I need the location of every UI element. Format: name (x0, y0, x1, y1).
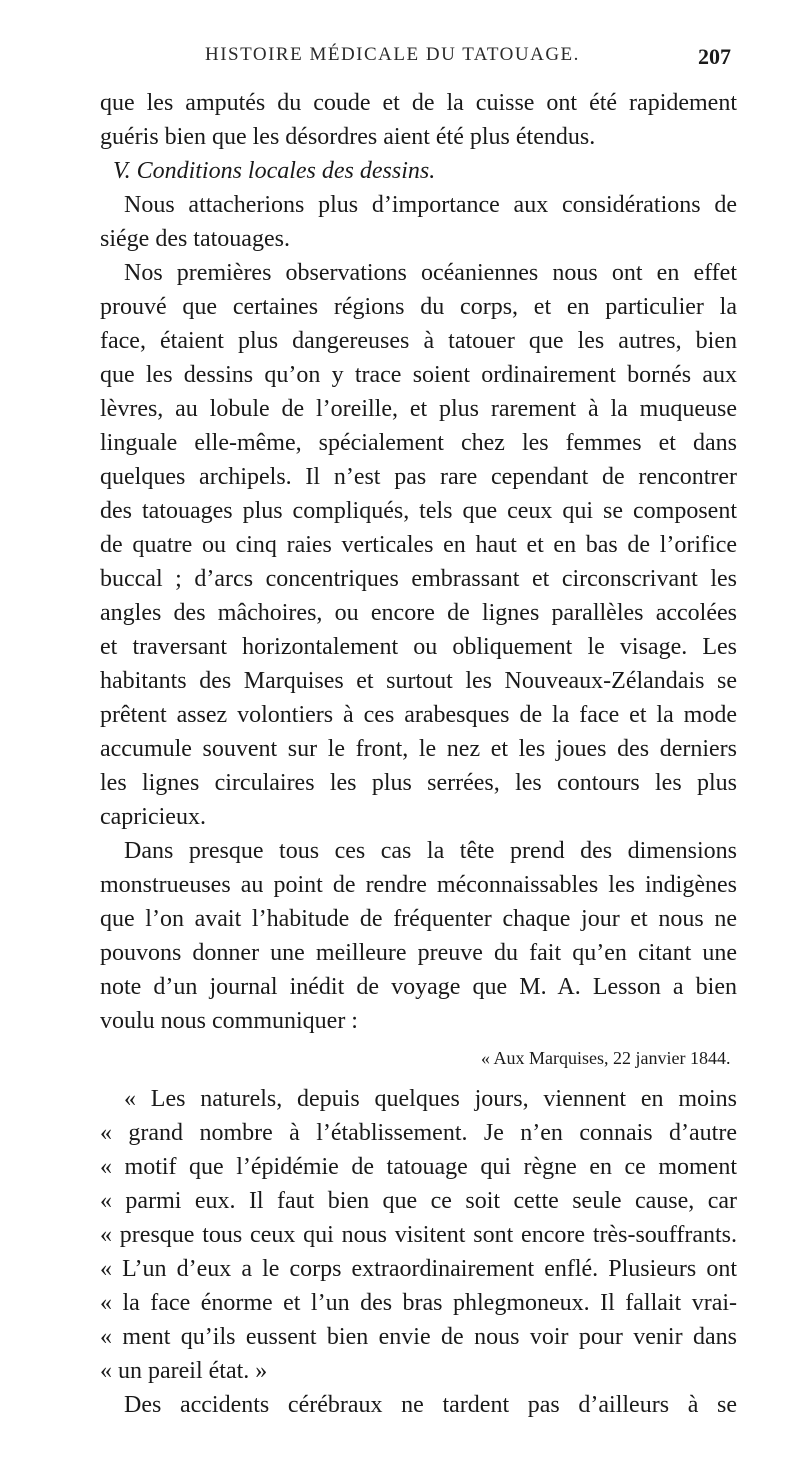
text-line: monstrueuses au point de rendre méconnaissables les indigènes (100, 872, 737, 898)
text-line: et traversant horizontalement ou obliquement le visage. Les (100, 634, 737, 660)
running-title: HISTOIRE MÉDICALE DU TATOUAGE. (205, 44, 580, 65)
text-line: accumule souvent sur le front, le nez et les joues des derniers (100, 736, 737, 762)
section-heading (113, 154, 435, 188)
page-number: 207 (698, 44, 731, 69)
quote-line: « motif que l’épidémie de tatouage qui règne en ce moment (100, 1154, 737, 1180)
text-line: Des accidents cérébraux ne tardent pas d’ailleurs à se (124, 1392, 737, 1418)
text-line: buccal ; d’arcs concentriques embrassant et circonscrivant les (100, 566, 737, 592)
text-line: Nos premières observations océaniennes nous ont en effet (124, 260, 737, 286)
quote-line: « presque tous ceux qui nous visitent sont encore très-souffrants. (100, 1222, 737, 1248)
text-line: siége des tatouages. (100, 226, 290, 252)
text-line: Nous attacherions plus d’importance aux considérations de (124, 192, 737, 218)
quote-line: « grand nombre à l’établissement. Je n’en connais d’autre (100, 1120, 737, 1146)
text-line: guéris bien que les désordres aient été plus étendus. (100, 124, 596, 150)
text-line: face, étaient plus dangereuses à tatouer que les autres, bien (100, 328, 737, 354)
text-line: quelques archipels. Il n’est pas rare cependant de rencontrer (100, 464, 737, 490)
text-line: linguale elle-même, spécialement chez les femmes et dans (100, 430, 737, 456)
text-line: Dans presque tous ces cas la tête prend des dimensions (124, 838, 737, 864)
quote-line: « un pareil état. » (100, 1358, 268, 1384)
quote-line: « Les naturels, depuis quelques jours, viennent en moins (124, 1086, 737, 1112)
text-line: de quatre ou cinq raies verticales en haut et en bas de l’orifice (100, 532, 737, 558)
text-line: prêtent assez volontiers à ces arabesques de la face et la mode (100, 702, 737, 728)
text-line: habitants des Marquises et surtout les Nouveaux-Zélandais se (100, 668, 737, 694)
text-line: lèvres, au lobule de l’oreille, et plus rarement à la muqueuse (100, 396, 737, 422)
text-line: capricieux. (100, 804, 206, 830)
quote-line: « parmi eux. Il faut bien que ce soit cette seule cause, car (100, 1188, 737, 1214)
text-line: que les amputés du coude et de la cuisse ont été rapidement (100, 90, 737, 116)
text-line: prouvé que certaines régions du corps, et en particulier la (100, 294, 737, 320)
text-line: que l’on avait l’habitude de fréquenter chaque jour et nous ne (100, 906, 737, 932)
text-line: angles des mâchoires, ou encore de lignes parallèles accolées (100, 600, 737, 626)
text-line: les lignes circulaires les plus serrées, les contours les plus (100, 770, 737, 796)
quote-line: « L’un d’eux a le corps extraordinairement enflé. Plusieurs ont (100, 1256, 737, 1282)
text-line: des tatouages plus compliqués, tels que ceux qui se composent (100, 498, 737, 524)
quote-line: « la face énorme et l’un des bras phlegmoneux. Il fallait vrai- (100, 1290, 737, 1316)
text-line: pouvons donner une meilleure preuve du fait qu’en citant une (100, 940, 737, 966)
text-line: note d’un journal inédit de voyage que M. A. Lesson a bien (100, 974, 737, 1000)
text-line: que les dessins qu’on y trace soient ordinairement bornés aux (100, 362, 737, 388)
section-heading-text: V. Conditions locales des dessins. (113, 158, 436, 184)
text-line: voulu nous communiquer : (100, 1008, 358, 1034)
letter-dateline: « Aux Marquises, 22 janvier 1844. (481, 1048, 731, 1068)
quote-line: « ment qu’ils eussent bien envie de nous voir pour venir dans (100, 1324, 737, 1350)
